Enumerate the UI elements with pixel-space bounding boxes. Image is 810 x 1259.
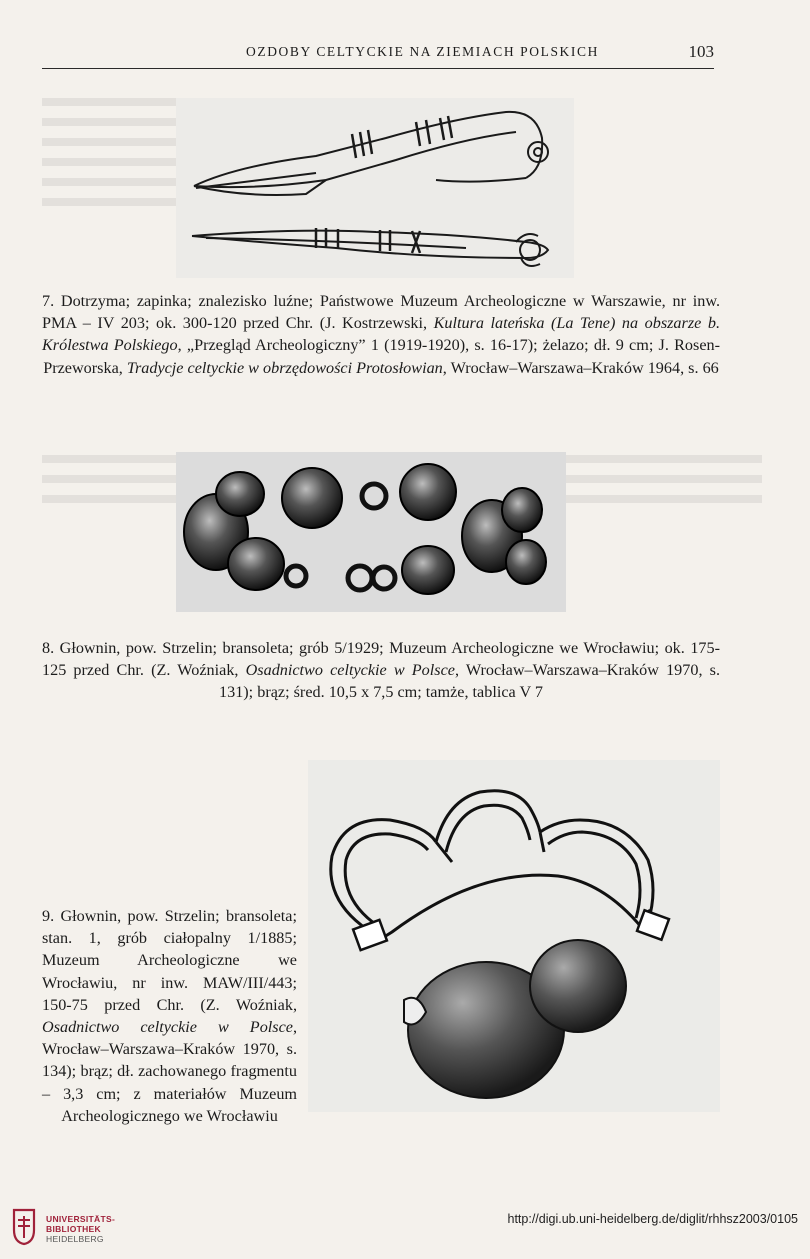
caption-text: , „Przegląd Archeologiczny” 1 (1919-1920), s. 16-17); żelazo; dł. 9 cm; J. Rosen-Przeworska, [43,336,720,377]
page-number: 103 [688,42,714,61]
caption-title: Tradycje celtyckie w obrzędowości Protosłowian [126,358,443,377]
logo-line-3: HEIDELBERG [46,1234,104,1244]
caption-text: 8. Głownin, pow. Strzelin; bransoleta; grób 5/1929; Muzeum Archeologiczne we Wrocławiu; ok. 175-125 przed Chr. (Z. Woźniak, [42,639,720,680]
source-url-link[interactable]: http://digi.ub.uni-heidelberg.de/diglit/rhhsz2003/0105 [507,1212,798,1226]
caption-title: Kultura lateńska (La Tene) na obszarze b. Królestwa Polskiego [42,314,720,355]
figure-8-caption [42,637,720,704]
digitization-footer [0,1198,810,1259]
caption-title: Osadnictwo celtyckie w Polsce [42,1018,293,1037]
bracelet-fragment-illustration [308,760,720,1112]
figure-9-caption [42,905,297,1127]
caption-text: 7. Dotrzyma; zapinka; znalezisko luźne; Państwowe Muzeum Archeologiczne w Warszawie, nr inw. PMA – IV 203; ok. 300-120 przed Chr. (J. Kostrzewski, [42,292,720,333]
running-title: OZDOBY CELTYCKIE NA ZIEMIACH POLSKICH [246,44,599,59]
caption-text: , Wrocław–Warszawa–Kraków 1964, s. 66 [442,358,719,377]
caption-title: Osadnictwo celtyckie w Polsce [245,661,455,680]
caption-text: , Wrocław–Warszawa–Kraków 1970, s. 134); brąz; dł. zachowanego fragmentu – 3,3 cm; z materiałów Muzeum Archeologicznego we Wrocławiu [42,1018,297,1125]
caption-text: 9. Głownin, pow. Strzelin; bransoleta; stan. 1, grób ciałopalny 1/1885; Muzeum Archeologiczne we Wrocławiu, nr inw. MAW/III/443; 150-75 przed Chr. (Z. Woźniak, [42,907,297,1014]
fibula-illustration [176,98,574,278]
library-logo-text [46,1214,115,1244]
caption-text: , Wrocław–Warszawa–Kraków 1970, s. 131); brąz; śred. 10,5 x 7,5 cm; tamże, tablica V 7 [219,661,721,702]
figure-7-caption [42,290,720,379]
logo-line-2: BIBLIOTHEK [46,1224,101,1234]
library-logo-icon [10,1208,38,1246]
bracelet-photo [176,452,566,612]
logo-line-1: UNIVERSITÄTS- [46,1214,116,1224]
running-head [42,40,714,69]
